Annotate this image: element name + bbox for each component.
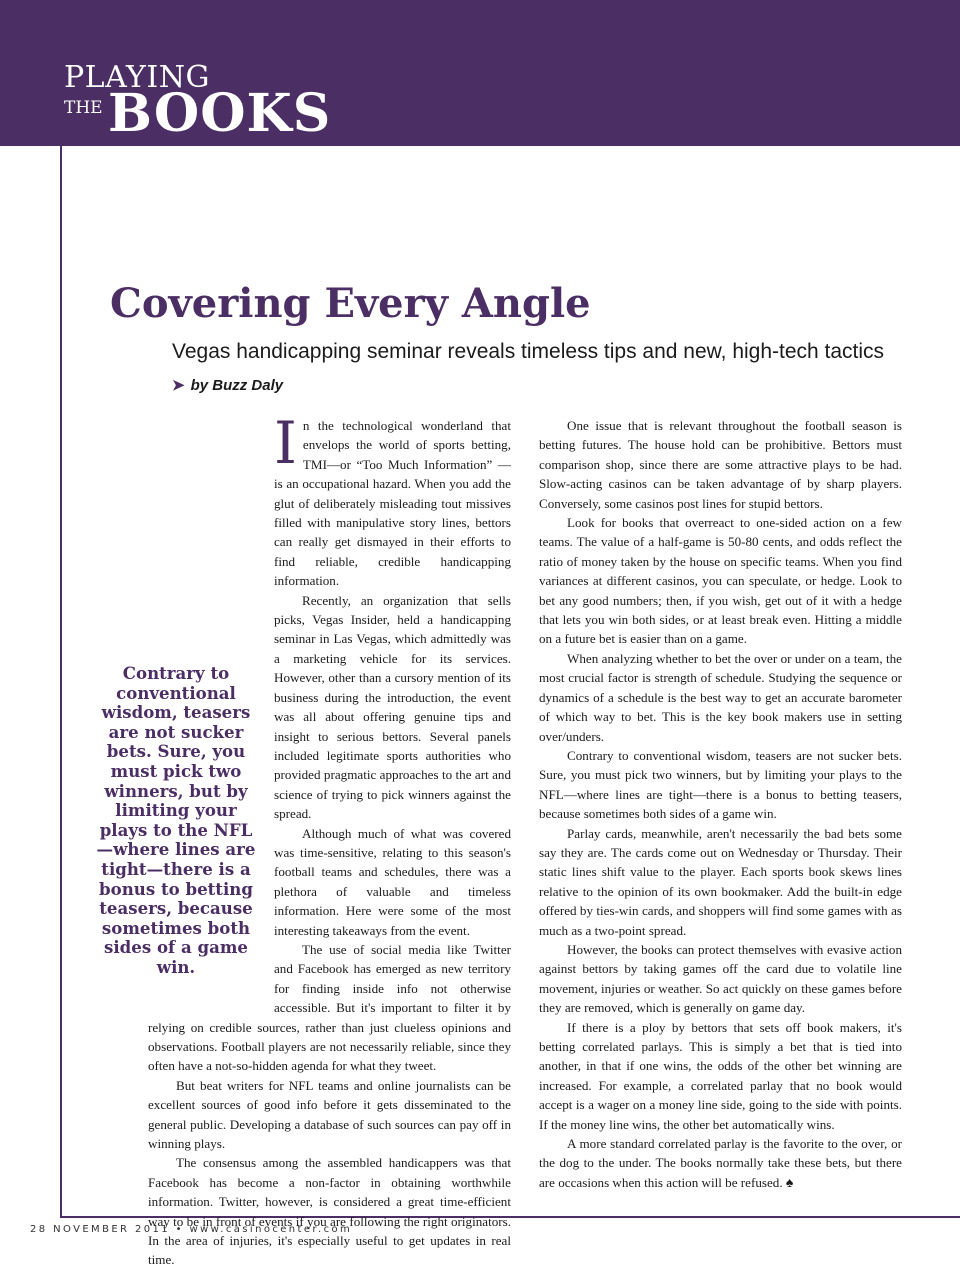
paragraph: Look for books that overreact to one-sided action on a few teams. The value of a half-game is 50-80 cents, and odds reflect the ratio of money taken by the house on specific teams. When you find variances at different casinos, you can speculate, or hedge. Look to bet any good numbers; then, if you wish, get out of it with a hedge that lets you win both sides, or at least break even. Hitting a middle on a future bet is easier than on a game. <box>539 515 902 647</box>
pull-quote: Contrary to conventional wisdom, teasers are not sucker bets. Sure, you must pick two winners, but by limiting your plays to the NFL—where lines are tight—there is a bonus to betting teasers, because sometimes both sides of a game win. <box>96 663 256 977</box>
paragraph: When analyzing whether to bet the over or under on a team, the most crucial factor is strength of schedule. Studying the sequence or dynamics of a schedule is the best way to get an accurate barometer of which way to bet. This is the key book makers use in setting over/unders. <box>539 650 902 744</box>
spade-icon: ♠ <box>785 1175 794 1191</box>
paragraph: However, the books can protect themselves with evasive action against bettors by taking games off the card due to volatile line movement, injuries or weather. So act quickly on these games before they are removed, which is generally on game day. <box>539 941 902 1016</box>
paragraph: One issue that is relevant throughout the football season is betting futures. The house hold can be prohibitive. Bettors must comparison shop, since there are some attractive plays to be had. Slow-acting casinos can be taken advantage of by sharp players. Conversely, some casinos post lines for stupid bettors. <box>539 418 902 511</box>
section-label-the: THE <box>64 98 103 118</box>
byline-text: by Buzz Daly <box>190 377 284 394</box>
paragraph: If there is a ploy by bettors that sets off book makers, it's betting correlated parlays. This is simply a bet that is tied into another, in that if one wins, the odds of the other bet winning are increased. For example, a correlated parlay that no book would accept is a wager on a money line side, going to the side with points. If the money line wins, the other bet automatically wins. <box>539 1019 902 1132</box>
arrow-icon: ➤ <box>172 377 185 394</box>
page-footer: 28 NOVEMBER 2011 • www.casinocenter.com <box>30 1224 353 1235</box>
article-title: Covering Every Angle <box>110 280 591 327</box>
paragraph: But beat writers for NFL teams and online journalists can be excellent sources of good info before it gets disseminated to the general public. Developing a database of such sources can pay off in winning plays. <box>148 1077 511 1152</box>
paragraph: In the technological wonderland that envelops the world of sports betting, TMI—or “Too Much Information” — is an occupational hazard. When you add the glut of deliberately misleading tout missives filled with manipulative story lines, bettors can really get dismayed in their efforts to find reliable, credible handicapping information. <box>274 409 511 589</box>
frame-left-rule <box>60 146 62 1218</box>
byline <box>172 376 283 394</box>
drop-cap: I <box>274 409 297 477</box>
paragraph: The consensus among the assembled handicappers was that Facebook has become a non-factor in obtaining worthwhile information. Twitter, however, is considered a great time-efficient way to be in front of events if you are following the right originators. In the area of injuries, it's especially useful to get updates in real time. <box>148 1155 511 1268</box>
article-column-2 <box>539 416 902 1193</box>
paragraph: The use of social media like Twitter and Facebook has emerged as new territory for finding inside info not otherwise accessible. But it's important to filter it by relying on credible sources, rather than just clueless opinions and observations. Football players are not necessarily reliable, since they often have a not-so-hidden agenda for what they tweet. <box>148 941 511 1074</box>
paragraph: A more standard correlated parlay is the favorite to the over, or the dog to the under. The books normally take these bets, but there are occasions when this action will be refused. ♠ <box>539 1136 902 1191</box>
article-subtitle: Vegas handicapping seminar reveals timeless tips and new, high-tech tactics <box>172 340 885 363</box>
paragraph: Recently, an organization that sells picks, Vegas Insider, held a handicapping seminar in Las Vegas, which admittedly was a marketing vehicle for its services. However, other than a cursory mention of its business during the introduction, the event was all about offering genuine tips and insight to serious bettors. Several panels included legitimate sports authorities who provided pragmatic approaches to the art and science of trying to pick winners against the spread. <box>274 592 511 822</box>
paragraph: Although much of what was covered was time-sensitive, relating to this season's football teams and schedules, there was a plethora of valuable and timeless information. Here were some of the most interesting takeaways from the event. <box>274 825 511 938</box>
section-label-playing: PLAYING <box>64 60 210 95</box>
section-label-books: BOOKS <box>108 83 332 144</box>
paragraph: Parlay cards, meanwhile, aren't necessarily the bad bets some say they are. The cards come out on Wednesday or Thursday. Their static lines shift value to the player. Each sports book skews lines relative to the opinion of its own bookmaker. Add the built-in edge offered by ties-win cards, and shoppers will find some games with as much as a two-point spread. <box>539 825 902 938</box>
paragraph: Contrary to conventional wisdom, teasers are not sucker bets. Sure, you must pick two winners, but by limiting your plays to the NFL—where lines are tight—there is a bonus to betting teasers, because sometimes both sides of a game win. <box>539 747 902 822</box>
